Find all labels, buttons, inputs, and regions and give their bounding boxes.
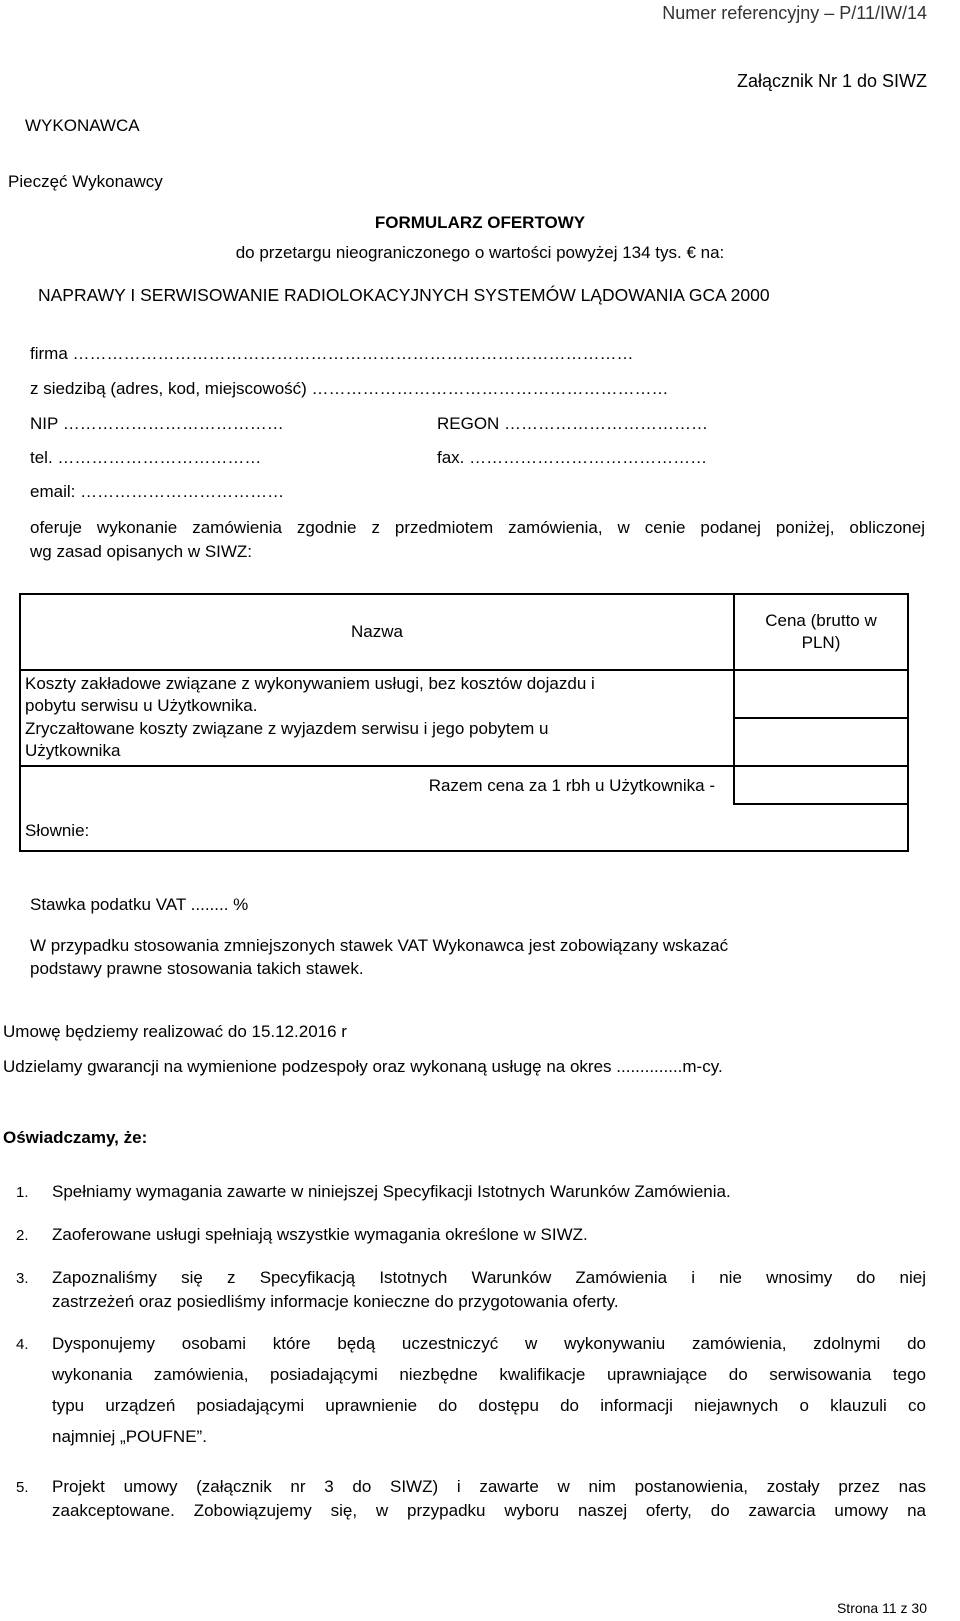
vat-note-line-1: W przypadku stosowania zmniejszonych stawek VAT Wykonawca jest zobowiązany wskazać	[30, 936, 729, 955]
nip-field[interactable]: NIP …………………………………	[30, 414, 284, 433]
decl-2-num: 2.	[16, 1227, 29, 1244]
decl-2-line-1: Zaoferowane usługi spełniają wszystkie wymagania określone w SIWZ.	[52, 1225, 588, 1244]
price-table	[19, 593, 909, 852]
intro-line-2: wg zasad opisanych w SIWZ:	[30, 542, 253, 561]
tender-subject: NAPRAWY I SERWISOWANIE RADIOLOKACYJNYCH SYSTEMÓW LĄDOWANIA GCA 2000	[38, 285, 770, 305]
price-header-line-1: Cena (brutto w	[765, 611, 877, 630]
deadline-text: Umowę będziemy realizować do 15.12.2016 r	[3, 1022, 347, 1041]
row2-line-1: Zryczałtowane koszty związane z wyjazdem serwisu i jego pobytem u	[25, 719, 549, 738]
row1-price-input[interactable]	[734, 670, 908, 718]
decl-3-line-1: Zapoznaliśmy się z Specyfikacją Istotnych Warunków Zamówienia i nie wnosimy do niej	[52, 1268, 926, 1287]
decl-4-line-4: najmniej „POUFNE”.	[52, 1427, 207, 1446]
price-header-cell	[734, 594, 908, 670]
fax-field[interactable]: fax. ……………………………………	[437, 448, 708, 467]
page-number: Strona 11 z 30	[836, 1600, 927, 1616]
intro-line-1: oferuje wykonanie zamówienia zgodnie z przedmiotem zamówienia, w cenie podanej poniżej, obliczonej	[30, 518, 925, 537]
decl-3-num: 3.	[16, 1270, 29, 1287]
total-label: Razem cena za 1 rbh u Użytkownika -	[428, 775, 715, 795]
email-field[interactable]: email: ………………………………	[30, 482, 285, 501]
table-row	[20, 718, 734, 766]
words-label: Słownie:	[25, 821, 90, 840]
name-header: Nazwa	[351, 622, 403, 641]
contractor-label: WYKONAWCA	[25, 116, 140, 135]
form-title: FORMULARZ OFERTOWY	[374, 213, 586, 232]
total-price-input[interactable]	[734, 766, 908, 804]
decl-5-num: 5.	[16, 1479, 29, 1496]
decl-4-line-3: typu urządzeń posiadającymi uprawnienie do dostępu do informacji niejawnych o klauzuli co	[52, 1396, 926, 1415]
address-field[interactable]: z siedzibą (adres, kod, miejscowość) ………………………………………………………	[30, 379, 669, 398]
decl-3-line-2: zastrzeżeń oraz posiedliśmy informacje konieczne do przygotowania oferty.	[52, 1292, 619, 1311]
tel-field[interactable]: tel. ………………………………	[30, 448, 262, 467]
vat-rate[interactable]: Stawka podatku VAT ........ %	[30, 895, 249, 914]
decl-5-line-1: Projekt umowy (załącznik nr 3 do SIWZ) i zawarte w nim postanowienia, zostały przez nas	[52, 1477, 926, 1496]
row1-line-1: Koszty zakładowe związane z wykonywaniem usługi, bez kosztów dojazdu i	[25, 673, 595, 693]
table-row	[20, 670, 734, 718]
total-row	[20, 766, 734, 804]
decl-4-line-1: Dysponujemy osobami które będą uczestniczyć w wykonywaniu zamówienia, zdolnymi do	[52, 1334, 926, 1353]
reference-number: Numer referencyjny – P/11/IW/14	[662, 3, 927, 23]
decl-1-line-1: Spełniamy wymagania zawarte w niniejszej Specyfikacji Istotnych Warunków Zamówienia.	[52, 1182, 731, 1201]
name-header-cell	[20, 594, 734, 670]
row2-line-2: Użytkownika	[25, 741, 121, 760]
decl-5-line-2: zaakceptowane. Zobowiązujemy się, w przypadku wyboru naszej oferty, do zawarcia umowy na	[52, 1501, 926, 1520]
row1-line-2: pobytu serwisu u Użytkownika.	[25, 695, 258, 715]
decl-4-num: 4.	[16, 1336, 29, 1353]
vat-note-line-2: podstawy prawne stosowania takich stawek.	[30, 959, 364, 978]
attachment-label: Załącznik Nr 1 do SIWZ	[736, 71, 927, 91]
row2-price-input[interactable]	[734, 718, 908, 766]
form-subtitle: do przetargu nieograniczonego o wartości powyżej 134 tys. € na:	[235, 243, 725, 262]
declarations-heading: Oświadczamy, że:	[3, 1128, 148, 1147]
decl-4-line-2: wykonania zamówienia, posiadającymi niezbędne kwalifikacje uprawniające do serwisowania tego	[52, 1365, 926, 1384]
stamp-label: Pieczęć Wykonawcy	[8, 172, 163, 191]
decl-1-num: 1.	[16, 1184, 29, 1201]
price-header-line-2: PLN)	[801, 633, 841, 652]
warranty-text[interactable]: Udzielamy gwarancji na wymienione podzespoły oraz wykonaną usługę na okres ..............m-cy.	[3, 1057, 723, 1076]
company-field[interactable]: firma ………………………………………………………………………………………	[30, 344, 634, 363]
regon-field[interactable]: REGON ………………………………	[437, 414, 709, 433]
words-row[interactable]	[20, 804, 908, 851]
